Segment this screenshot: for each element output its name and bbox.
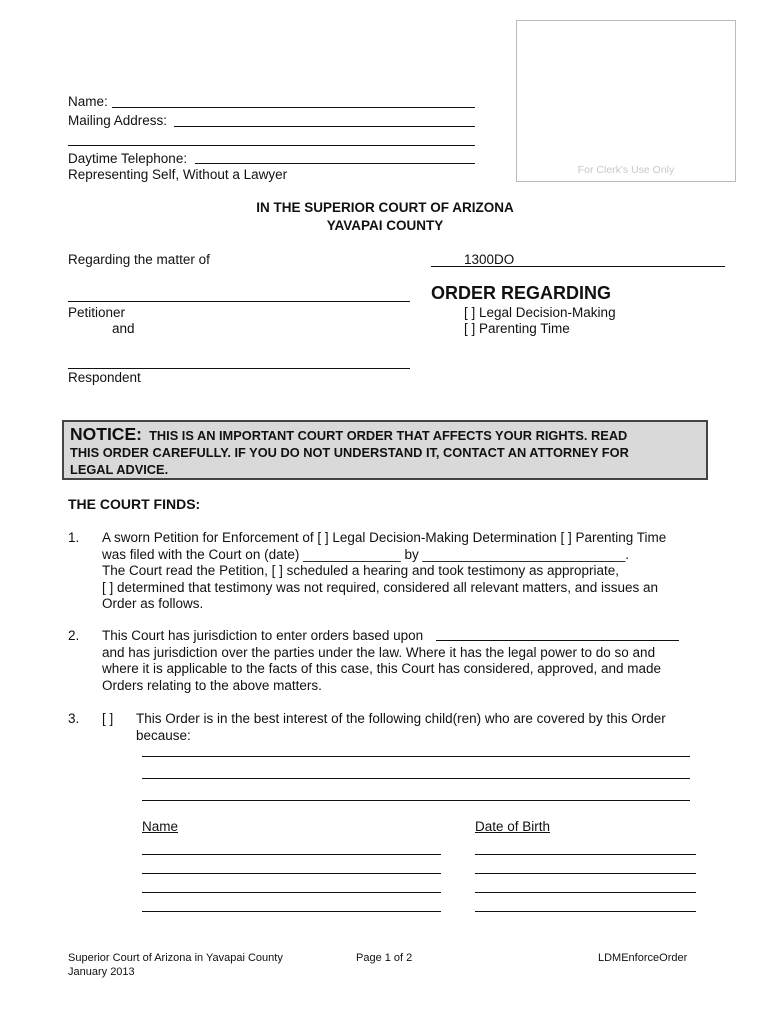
item-3-text [136,711,716,744]
child-dob-header: Date of Birth [475,819,551,834]
item-3-line-2: because: [136,727,191,743]
item-2-number: 2. [68,628,80,643]
footer-page-number: Page 1 of 2 [356,952,413,964]
child-dob-field-3[interactable] [475,892,696,893]
reason-line-1[interactable] [142,756,690,757]
mailing-address-field[interactable] [174,126,475,127]
reason-line-3[interactable] [142,800,690,801]
item-2-line-1: This Court has jurisdiction to enter orders based upon [102,628,424,643]
case-number: 1300DO [464,252,515,267]
item-2-line-2: and has jurisdiction over the parties under the law. Where it has the legal power to do so and [102,644,656,660]
footer-court-name: Superior Court of Arizona in Yavapai County [68,952,283,964]
item-1-line-4: [ ] determined that testimony was not required, considered all relevant matters, and issues an [102,579,659,595]
phone-field[interactable] [195,163,475,164]
notice-box [62,420,708,480]
court-finds-heading: THE COURT FINDS: [68,496,201,512]
item-1-line-3: The Court read the Petition, [ ] scheduled a hearing and took testimony as appropriate, [102,563,620,578]
clerk-use-label: For Clerk's Use Only [577,164,675,176]
item-2-line-4: Orders relating to the above matters. [102,677,322,693]
notice-heading: NOTICE: [70,424,142,444]
item-1-line-2a: was filed with the Court on (date) _____________ by [102,546,419,562]
notice-text-3: LEGAL ADVICE. [70,462,169,477]
notice-text-2: THIS ORDER CAREFULLY. IF YOU DO NOT UNDERSTAND IT, CONTACT AN ATTORNEY FOR [70,445,629,460]
representing-label: Representing Self, Without a Lawyer [68,167,288,182]
item-1-line-2b: ___________________________. [422,546,629,562]
child-name-field-3[interactable] [142,892,441,893]
child-name-header: Name [142,819,179,834]
item-2-line-3: where it is applicable to the facts of this case, this Court has considered, approved, and made [102,661,662,676]
footer-form-id: LDMEnforceOrder [598,952,688,964]
child-name-field-2[interactable] [142,873,441,874]
mailing-address-label: Mailing Address: [68,113,168,128]
court-title: IN THE SUPERIOR COURT OF ARIZONA [256,200,514,215]
respondent-field[interactable] [68,368,410,369]
parenting-time-checkbox[interactable]: [ ] Parenting Time [464,321,570,336]
phone-label: Daytime Telephone: [68,151,188,166]
notice-text-1: THIS IS AN IMPORTANT COURT ORDER THAT AFFECTS YOUR RIGHTS. READ [149,428,628,443]
item-2-text [102,628,712,694]
footer-date: January 2013 [68,966,135,978]
item-3-line-1: This Order is in the best interest of the following child(ren) who are covered by this Order [136,711,666,726]
name-label: Name: [68,94,108,109]
petitioner-field[interactable] [68,301,410,302]
jurisdiction-basis-field[interactable] [436,640,679,641]
child-dob-field-4[interactable] [475,911,696,912]
clerk-use-box [516,20,736,182]
and-label: and [112,321,135,336]
legal-decision-checkbox[interactable]: [ ] Legal Decision-Making [464,305,616,320]
child-name-field-4[interactable] [142,911,441,912]
name-field[interactable] [112,107,475,108]
item-1-line-1: A sworn Petition for Enforcement of [ ] Legal Decision-Making Determination [ ] Parenting Time [102,530,667,545]
item-1-number: 1. [68,530,80,545]
county-title: YAVAPAI COUNTY [326,218,444,233]
respondent-label: Respondent [68,370,141,385]
order-title: ORDER REGARDING [431,283,612,303]
item-1-line-5: Order as follows. [102,596,204,611]
child-dob-field-1[interactable] [475,854,696,855]
child-dob-field-2[interactable] [475,873,696,874]
item-1-text [102,530,712,613]
mailing-address-field-2[interactable] [68,145,475,146]
petitioner-label: Petitioner [68,305,126,320]
item-3-number: 3. [68,711,80,726]
footer-court [68,951,283,979]
matter-label: Regarding the matter of [68,252,210,267]
reason-line-2[interactable] [142,778,690,779]
child-name-field-1[interactable] [142,854,441,855]
item-3-checkbox[interactable]: [ ] [102,711,114,726]
